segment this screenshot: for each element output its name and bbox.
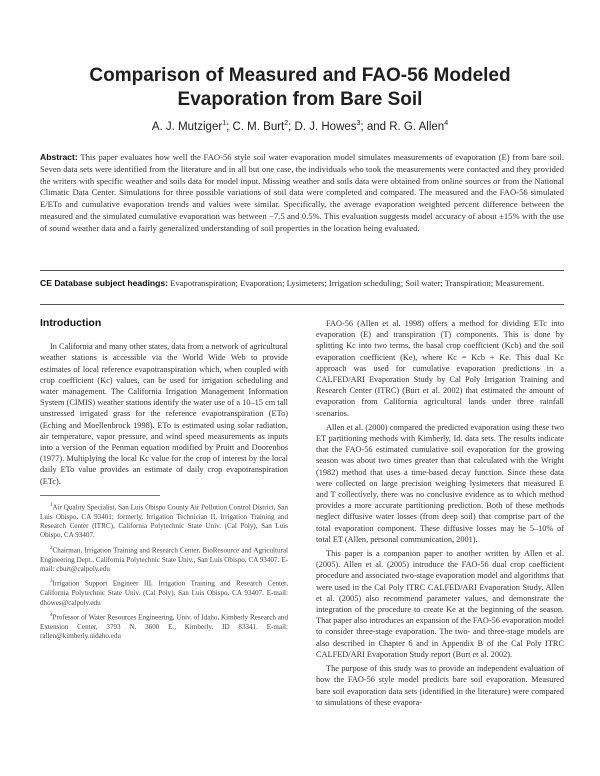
footnote: $^2$Chairman, Irrigation Training and Research Center, BioResource and Agricultural Engineering Dept., California Polytechnic State Univ., San Luis Obispo, CA 93407. E-mail: cburt@calpoly.edu	[40, 545, 288, 573]
footnote: $^4$Professor of Water Resources Engineering, Univ. of Idaho, Kimberly Research and Extension Center, 3793 N. 3600 E., Kimberly, ID 83341. E-mail: rallen@kimberly.uidaho.edu	[40, 612, 288, 641]
left-column	[40, 318, 288, 642]
subject-headings-text: Evapotranspiration; Evaporation; Lysimeters; Irrigation scheduling; Soil water; Transpiration; Measurement.	[170, 278, 545, 288]
author-name: D. J. Howes	[294, 120, 357, 133]
author-separator: ; and	[360, 120, 390, 133]
author-affiliation-mark: 4	[444, 120, 449, 127]
body-paragraph: This paper is a companion paper to another written by Allen et al. (2005). Allen et al. (2005) introduce the FAO-56 dual crop coefficient procedure and associated two-stage evaporation model and algorithms that were used in the Cal Poly ITRC CALFED/ARI Evaporation Study. Allen et al. (2005) also recommend parameter values, and demonstrate the integration of the procedure to create Ke at the beginning of the season. That paper also introduces an expansion of the FAO-56 evaporation model to consider three-stage evaporation. The two- and three-stage models are also described in Chapter 6 and in Appendix B of the Cal Poly ITRC CALFED/ARI Evaporation Study report (Burt et al. 2002).	[316, 549, 564, 659]
author-name: A. J. Mutziger	[151, 120, 223, 133]
author-separator: ;	[288, 120, 295, 133]
right-column	[316, 318, 564, 708]
introduction-paragraph: In California and many other states, data from a network of agricultural weather stations is accessible via the World Wide Web to provide estimates of local reference evapotranspiration which, when coupled with crop coefficient (Kc) values, can be used for irrigation scheduling and water management. The California Irrigation Management Information System (CIMIS) weather stations identify the water use of a 10–15 cm tall unstressed irrigated grass for the reference evapotranspiration (ETo) (Eching and Moellenbrock 1998). ETo is estimated using solar radiation, air temperature, vapor pressure, and wind speed measurements as inputs into a version of the Penman equation modified by Pruitt and Doorenbos (1977). Multiplying the local Kc value for the crop of interest by the local daily ETo value provides an estimate of daily crop evapotranspiration (ETc).	[40, 342, 288, 486]
footnote-divider	[40, 495, 160, 496]
paper-title: Comparison of Measured and FAO-56 Modeled Evaporation from Bare Soil	[89, 65, 511, 110]
author-affiliation-mark: 1	[222, 120, 227, 127]
author-separator: ;	[226, 120, 233, 133]
section-divider	[40, 270, 564, 271]
author-list	[40, 120, 560, 133]
section-divider	[40, 304, 564, 305]
subject-headings	[40, 278, 564, 290]
body-paragraph: Allen et al. (2000) compared the predicted evaporation using these two ET partitioning methods with Kimberly, Id. data sets. The results indicate that the FAO-56 estimated cumulative soil evaporation for the growing season was about two times greater than that calculated with the Wright (1982) method that uses a time-based decay function. Since these data were collected on large precision weighing lysimeters that measured E and T collectively, there was no conclusive evidence as to which method provides a more accurate partitioning prediction. Both of these methods neglect diffusive water losses (from deep soil) that comprise part of the total evaporation component. These diffusive losses may be 5–10% of total ET (Allen, personal communication, 2001).	[316, 422, 564, 544]
abstract-text: This paper evaluates how well the FAO-56 style soil water evaporation model simulates measurements of evaporation (E) from bare soil. Seven data sets were identified from the literature and in all but one case, the individuals who took the measurements were contacted and they provided the writers with specific weather and soils data for model input. Missing weather and soils data were obtained from online sources or from the National Climatic Data Center. Simulations for three possible variations of soil data were completed and compared. The measured and the FAO-56 simulated E/ETo and cumulative evaporation trends and values were similar. Specifically, the average evaporation weighted percent difference between the measured and the simulated cumulative evaporation was between −7.5 and 0.5%. This evaluation suggests model accuracy of about ±15% with the use of sound weather data and a fairly generalized understanding of soil properties in the location being evaluated.	[40, 152, 564, 233]
footnote: $^1$Air Quality Specialist, San Luis Obispo County Air Pollution Control District, San Luis Obispo, CA 93401; formerly, Irrigation Technician II, Irrigation Training and Research Center (ITRC), California Polytechnic State Univ. (Cal Poly), San Luis Obispo, CA 93407.	[40, 502, 288, 540]
abstract	[40, 152, 564, 235]
introduction-heading: Introduction	[40, 317, 102, 329]
subject-headings-label: CE Database subject headings:	[40, 278, 168, 288]
abstract-label: Abstract:	[40, 152, 78, 162]
body-paragraph: The purpose of this study was to provide an independent evaluation of how the FAO-56 style model predicts bare soil evaporation. Measured bare soil evaporation data sets (identified in the literature) were compared to simulations of these evapora-	[316, 664, 564, 707]
body-paragraph: FAO-56 (Allen et al. 1998) offers a method for dividing ETc into evaporation (E) and transpiration (T) components. This is done by splitting Kc into two terms, the basal crop coefficient (Kcb) and the soil evaporation coefficient (Ke), where Kc = Kcb + Ke. This dual Kc approach was used for cumulative evaporation predictions in a CALFED/ARI Evaporation Study by Cal Poly Irrigation Training and Research Center (ITRC) (Burt et al. 2002) that estimated the amount of evaporation from California agricultural lands under three rainfall scenarios.	[316, 319, 564, 418]
author-name: C. M. Burt	[232, 120, 285, 133]
author-name: R. G. Allen	[389, 120, 445, 133]
author-affiliation-mark: 3	[356, 120, 361, 127]
author-affiliation-mark: 2	[284, 120, 289, 127]
footnote: $^3$Irrigation Support Engineer III, Irrigation Training and Research Center, California Polytechnic State Univ. (Cal Poly), San Luis Obispo, CA 93407. E-mail: dhowes@calpoly.edu	[40, 579, 288, 607]
